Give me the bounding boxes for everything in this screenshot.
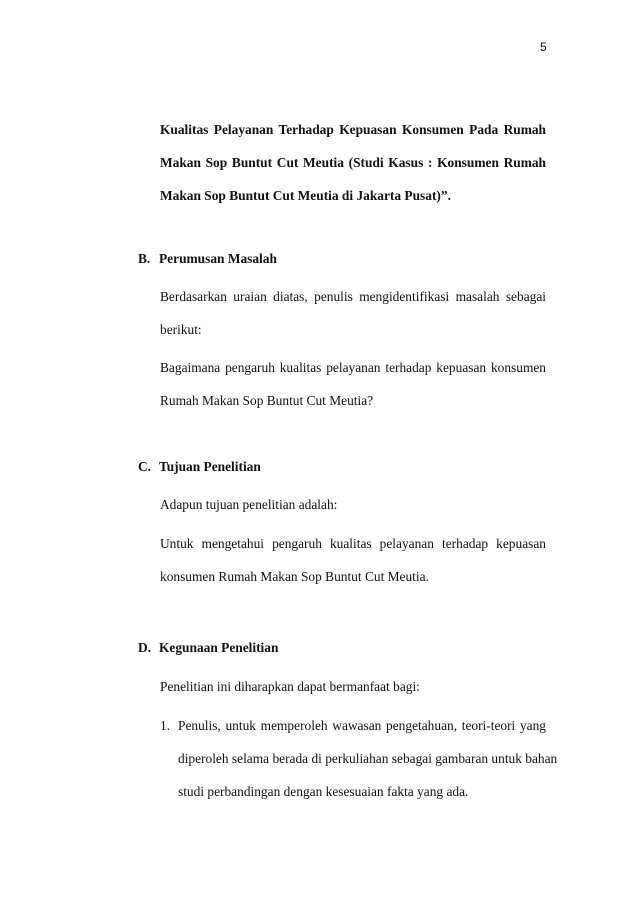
list-item-line-2: diperoleh selama berada di perkuliahan sebagai gambaran untuk bahan — [178, 751, 558, 766]
section-b-title: Perumusan Masalah — [159, 251, 277, 266]
section-d-letter: D. — [138, 640, 152, 655]
section-b-letter: B. — [138, 251, 151, 266]
section-b-para1-line-1: Berdasarkan uraian diatas, penulis mengidentifikasi masalah sebagai — [160, 289, 546, 304]
list-item-line-1: Penulis, untuk memperoleh wawasan pengetahuan, teori-teori yang — [178, 718, 546, 733]
section-c-title: Tujuan Penelitian — [159, 459, 261, 474]
page-number: 5 — [540, 40, 547, 54]
section-c-para2-line-1: Untuk mengetahui pengaruh kualitas pelayanan terhadap kepuasan — [160, 536, 546, 551]
title-line-3: Makan Sop Buntut Cut Meutia di Jakarta Pusat)”. — [160, 188, 451, 203]
section-c-para2-line-2: konsumen Rumah Makan Sop Buntut Cut Meutia. — [160, 569, 429, 584]
section-c-para1-line-1: Adapun tujuan penelitian adalah: — [160, 497, 338, 512]
section-d-title: Kegunaan Penelitian — [159, 640, 279, 655]
section-d-intro: Penelitian ini diharapkan dapat bermanfaat bagi: — [160, 679, 420, 694]
section-b-para1-line-2: berikut: — [160, 322, 202, 337]
title-line-2: Makan Sop Buntut Cut Meutia (Studi Kasus : Konsumen Rumah — [160, 155, 546, 170]
section-b-para2-line-2: Rumah Makan Sop Buntut Cut Meutia? — [160, 393, 374, 408]
section-c-letter: C. — [138, 459, 152, 474]
list-item-line-3: studi perbandingan dengan kesesuaian fakta yang ada. — [178, 784, 469, 799]
section-b-para2-line-1: Bagaimana pengaruh kualitas pelayanan terhadap kepuasan konsumen — [160, 360, 546, 375]
title-line-1: Kualitas Pelayanan Terhadap Kepuasan Konsumen Pada Rumah — [160, 122, 546, 137]
list-item-number: 1. — [160, 718, 171, 733]
